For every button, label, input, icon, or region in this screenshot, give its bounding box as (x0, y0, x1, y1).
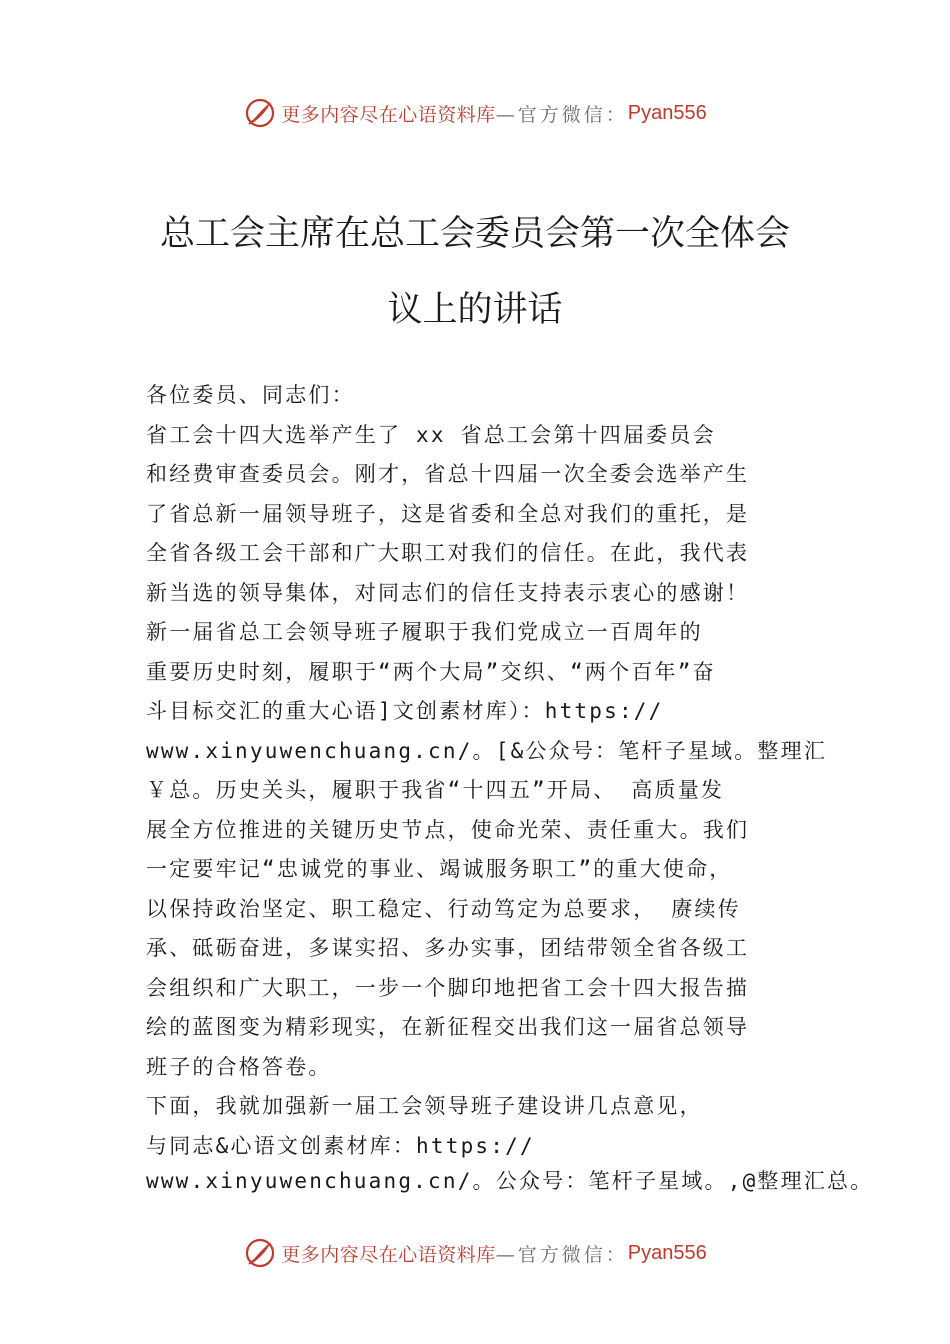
header-official-text: —官方微信： (495, 103, 628, 126)
body-line: 新一届省总工会领导班子履职于我们党成立一百周年的 (146, 620, 703, 644)
quill-logo-icon (243, 96, 277, 130)
document-body (146, 376, 874, 1196)
header-wechat-id: Pyan556 (627, 101, 707, 124)
body-line: 一定要牢记“忠诚党的事业、竭诚服务职工”的重大使命， (146, 857, 733, 881)
body-line: 全省各级工会干部和广大职工对我们的信任。在此，我代表 (146, 541, 750, 565)
title-line-2: 议上的讲话 (387, 290, 563, 330)
quill-logo-icon (243, 1236, 277, 1270)
footer-banner (0, 1236, 950, 1270)
body-line: 和经费审查委员会。刚才，省总十四届一次全委会选举产生 (146, 462, 750, 486)
body-line: www.xinyuwenchuang.cn/。公众号：笔杆子星域。,@整理汇总。 (146, 1169, 874, 1193)
body-line: 各位委员、同志们： (146, 383, 355, 407)
body-line: 以保持政治坚定、职工稳定、行动笃定为总要求， 赓续传 (146, 896, 741, 921)
footer-brand-text: 更多内容尽在心语资料库 (281, 1243, 496, 1266)
title-line-1: 总工会主席在总工会委员会第一次全体会 (159, 214, 790, 254)
body-line: 斗目标交汇的重大心语]文创素材库）：https:// (146, 699, 664, 723)
body-line: 承、砥砺奋进，多谋实招、多办实事，团结带领全省各级工 (146, 936, 750, 960)
body-line: 重要历史时刻，履职于“两个大局”交织、“两个百年”奋 (146, 659, 716, 684)
body-line: 绘的蓝图变为精彩现实，在新征程交出我们这一届省总领导 (146, 1015, 750, 1039)
body-line: 省工会十四大选举产生了 xx 省总工会第十四届委员会 (146, 422, 716, 447)
header-banner (0, 96, 950, 130)
body-line: 会组织和广大职工，一步一个脚印地把省工会十四大报告描 (146, 975, 750, 1000)
body-line: 班子的合格答卷。 (146, 1054, 332, 1079)
header-brand-text: 更多内容尽在心语资料库 (281, 103, 496, 126)
body-line: 与同志&心语文创素材库：https:// (146, 1133, 535, 1158)
body-line: 新当选的领导集体，对同志们的信任支持表示衷心的感谢！ (146, 580, 750, 605)
body-line: 下面，我就加强新一届工会领导班子建设讲几点意见， (146, 1094, 703, 1118)
document-title (140, 196, 810, 348)
footer-official-text: —官方微信： (495, 1243, 628, 1266)
body-line: ￥总。历史关头，履职于我省“十四五”开局、 高质量发 (146, 778, 725, 802)
body-line: www.xinyuwenchuang.cn/。[&公众号：笔杆子星域。整理汇 (146, 738, 828, 763)
body-line: 了省总新一届领导班子，这是省委和全总对我们的重托，是 (146, 501, 750, 526)
footer-wechat-id: Pyan556 (627, 1241, 707, 1264)
body-line: 展全方位推进的关键历史节点，使命光荣、责任重大。我们 (146, 817, 750, 842)
